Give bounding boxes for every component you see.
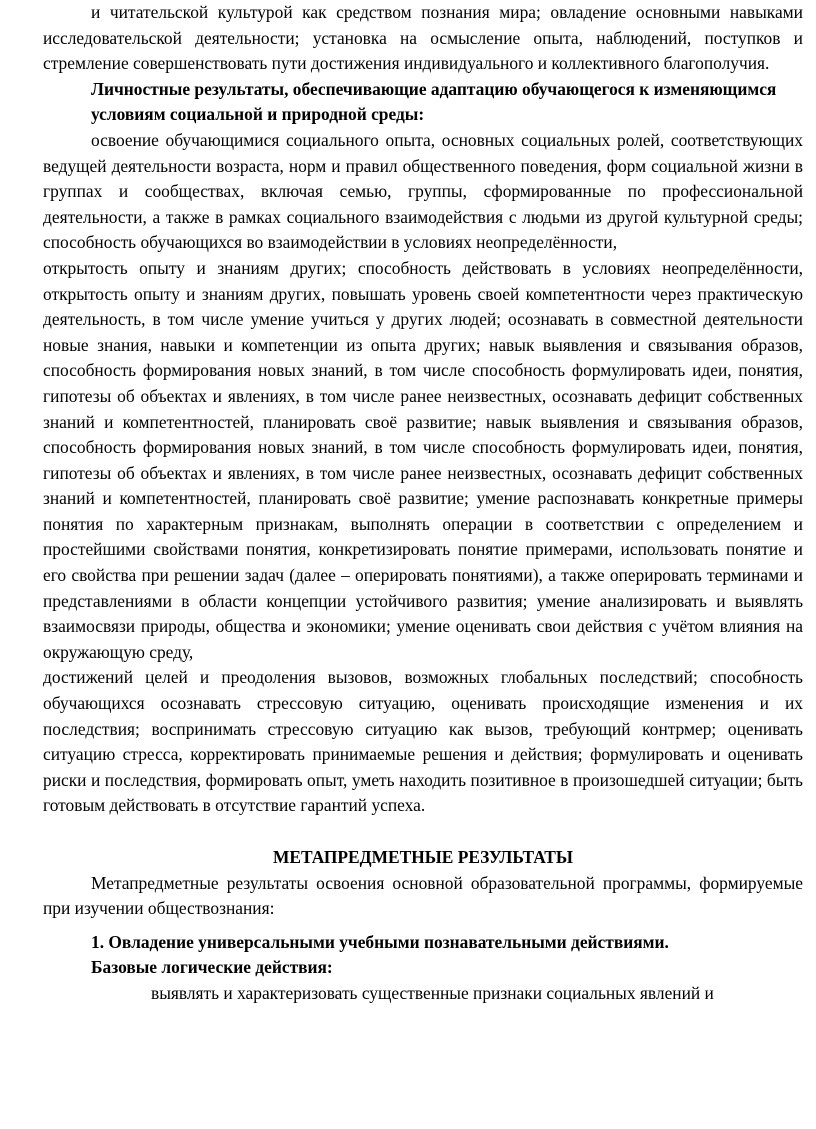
document-page [43,0,803,1007]
meta-subheading: Базовые логические действия: [91,957,333,978]
meta-results-heading: МЕТАПРЕДМЕТНЫЕ РЕЗУЛЬТАТЫ [273,847,573,867]
meta-list-item: 1. Овладение универсальными учебными познавательными действиями. [91,931,669,952]
meta-last-line: выявлять и характеризовать существенные признаки социальных явлений и [151,982,714,1003]
meta-results-intro: Метапредметные результаты освоения основной образовательной программы, формируемые при изучении обществознания: [43,872,803,919]
personal-results-paragraph: достижений целей и преодоления вызовов, возможных глобальных последствий; способность обучающихся осознавать стрессовую ситуацию, оценивать происходящие изменения и их последствия; воспринимать стрессовую ситуацию как вызов, требующий контрмер; оценивать ситуацию стресса, корректировать принимаемые решения и действия; формулировать и оценивать риски и последствия, формировать опыт, уметь находить позитивное в произошедшей ситуации; быть готовым действовать в отсутствие гарантий успеха. [43,667,803,816]
personal-results-heading: Личностные результаты, обеспечивающие адаптацию обучающегося к изменяющимся условиям социальной и природной среды: [91,78,777,125]
personal-results-paragraph: открытость опыту и знаниям других; способность действовать в условиях неопределённости, открытость опыту и знаниям других, повышать уровень своей компетентности через практическую деятельность, в том числе умение учиться у других людей; осознавать в совместной деятельности новые знания, навыки и компетенции из опыта других; навык выявления и связывания образов, способность формирования новых знаний, в том числе способность формулировать идеи, понятия, гипотезы об объектах и явлениях, в том числе ранее неизвестных, осознавать дефицит собственных знаний и компетентностей, планировать своё развитие; навык выявления и связывания образов, способность формирования новых знаний, в том числе способность формулировать идеи, понятия, гипотезы об объектах и явлениях, в том числе ранее неизвестных, осознавать дефицит собственных знаний и компетентностей, планировать своё развитие; умение распознавать конкретные примеры понятия по характерным признакам, выполнять операции в соответствии с определением и простейшими свойствами понятия, конкретизировать понятие примерами, использовать понятие и его свойства при решении задач (далее – оперировать понятиями), а также оперировать терминами и представлениями в области концепции устойчивого развития; умение анализировать и выявлять взаимосвязи природы, общества и экономики; умение оценивать свои действия с учётом влияния на окружающую среду, [43,257,803,662]
paragraph-continuation: и читательской культурой как средством познания мира; овладение основными навыками исследовательской деятельности; установка на осмысление опыта, наблюдений, поступков и стремление совершенствовать пути достижения индивидуального и коллективного благополучия. [43,2,803,74]
personal-results-paragraph: освоение обучающимися социального опыта, основных социальных ролей, соответствующих ведущей деятельности возраста, норм и правил общественного поведения, форм социальной жизни в группах и сообществах, включая семью, группы, сформированные по профессиональной деятельности, а также в рамках социального взаимодействия с людьми из другой культурной среды; способность обучающихся во взаимодействии в условиях неопределённости, [43,129,803,253]
